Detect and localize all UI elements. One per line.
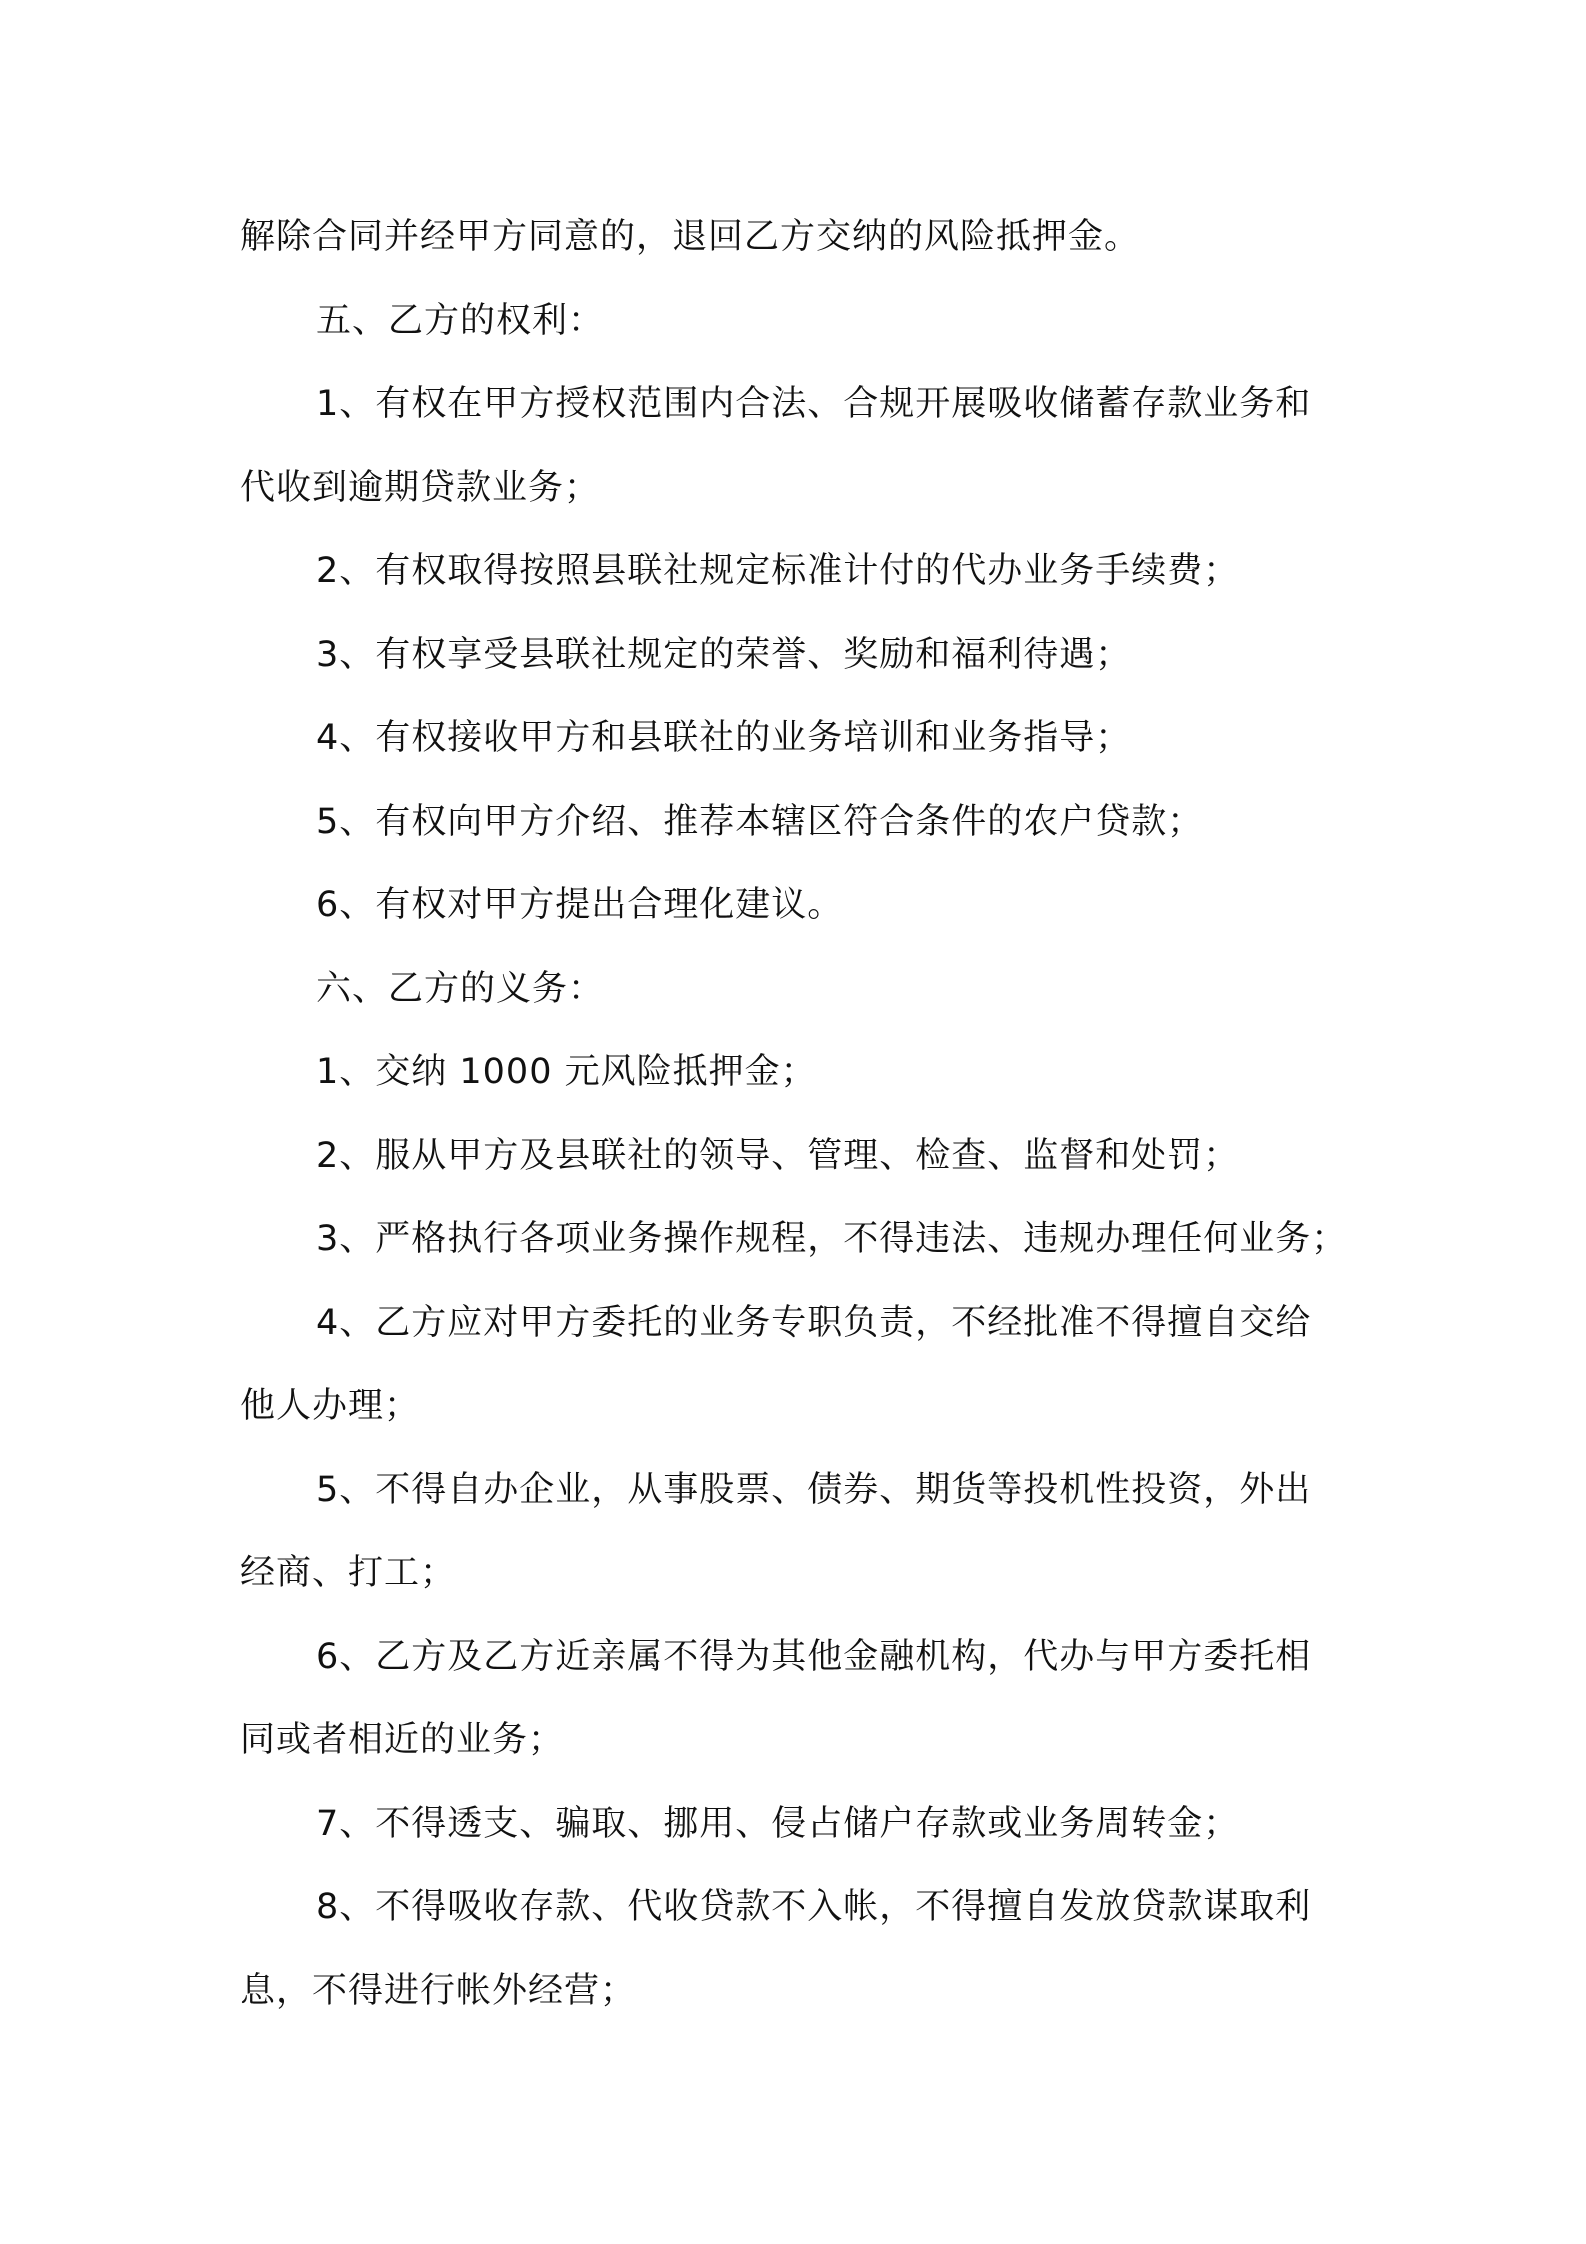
paragraph-line: 3、严格执行各项业务操作规程，不得违法、违规办理任何业务； (316, 1219, 1348, 1259)
section-heading-obligations: 六、乙方的义务： (316, 968, 605, 1009)
paragraph-line: 代收到逾期贷款业务； (240, 467, 601, 508)
paragraph-line: 同或者相近的业务； (240, 1720, 565, 1760)
paragraph-line: 他人办理； (240, 1386, 421, 1426)
paragraph-line: 7、不得透支、骗取、挪用、侵占储户存款或业务周转金； (316, 1803, 1240, 1844)
paragraph-line: 1、有权在甲方授权范围内合法、合规开展吸收储蓄存款业务和 (316, 384, 1312, 424)
paragraph-line: 2、服从甲方及县联社的领导、管理、检查、监督和处罚； (316, 1135, 1240, 1176)
paragraph-line: 5、有权向甲方介绍、推荐本辖区符合条件的农户贷款； (316, 801, 1204, 842)
paragraph-line: 6、有权对甲方提出合理化建议。 (316, 885, 844, 925)
paragraph-line: 息，不得进行帐外经营； (240, 1970, 637, 2011)
paragraph-line: 4、乙方应对甲方委托的业务专职负责，不经批准不得擅自交给 (316, 1302, 1312, 1343)
paragraph-line: 4、有权接收甲方和县联社的业务培训和业务指导； (316, 718, 1132, 758)
paragraph-line: 2、有权取得按照县联社规定标准计付的代办业务手续费； (316, 551, 1240, 591)
paragraph-line: 5、不得自办企业，从事股票、债券、期货等投机性投资，外出 (316, 1469, 1312, 1510)
paragraph-line: 经商、打工； (240, 1553, 457, 1593)
paragraph-line: 6、乙方及乙方近亲属不得为其他金融机构，代办与甲方委托相 (316, 1636, 1312, 1677)
document-body (240, 196, 1360, 2033)
paragraph-line: 1、交纳 1000 元风险抵押金； (316, 1052, 817, 1092)
section-heading-rights: 五、乙方的权利： (316, 300, 605, 341)
paragraph-line: 解除合同并经甲方同意的，退回乙方交纳的风险抵押金。 (240, 217, 1141, 257)
paragraph-line: 8、不得吸收存款、代收贷款不入帐，不得擅自发放贷款谋取利 (316, 1887, 1312, 1927)
paragraph-line: 3、有权享受县联社规定的荣誉、奖励和福利待遇； (316, 634, 1132, 675)
